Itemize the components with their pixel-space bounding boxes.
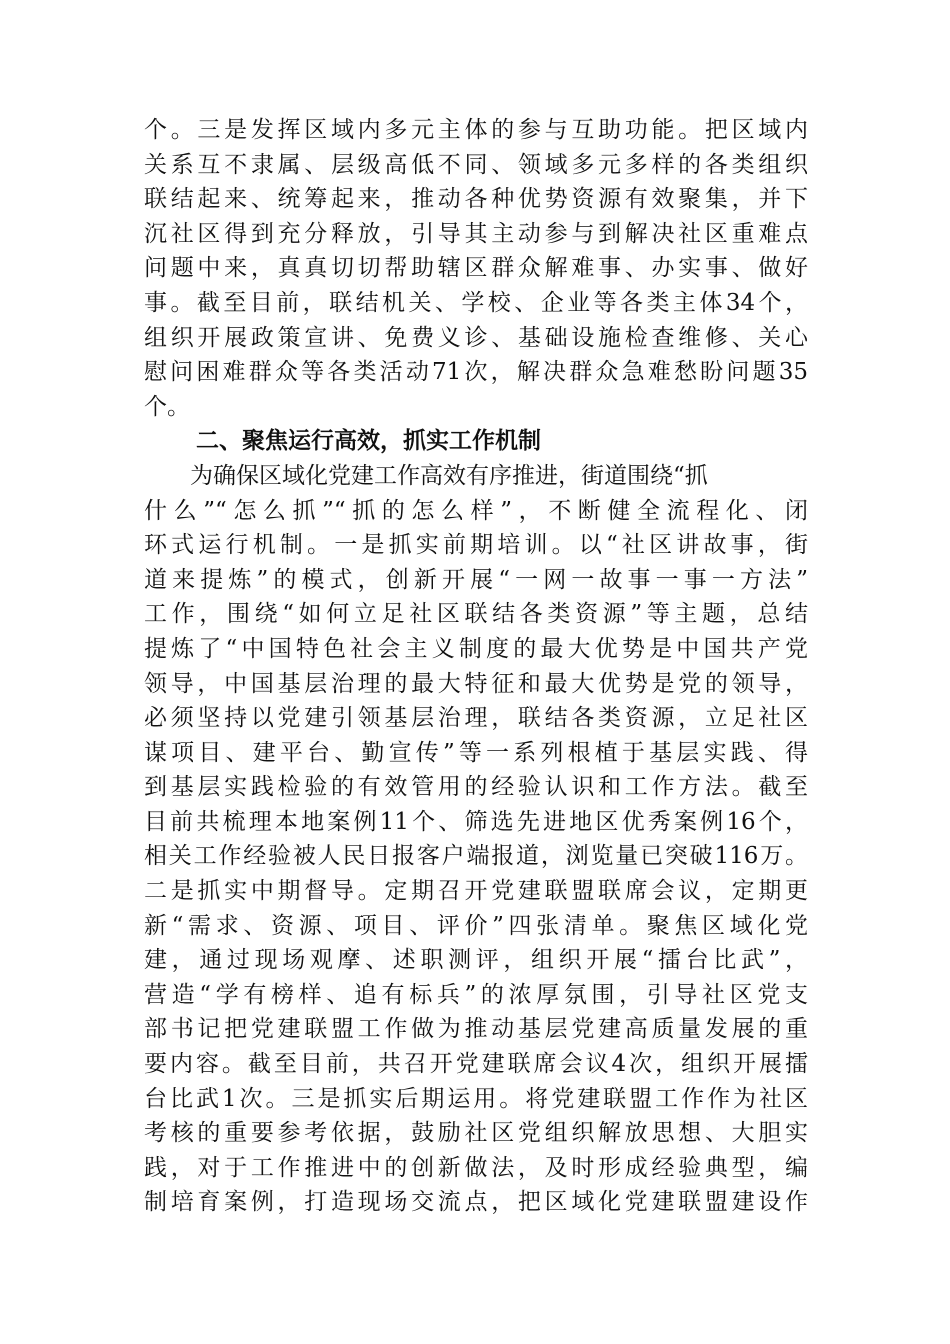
- paragraph-line: 问题中来，真真切切帮助辖区群众解难事、办实事、做好: [144, 255, 808, 282]
- paragraph-line: 沉社区得到充分释放，引导其主动参与到解决社区重难点: [144, 220, 808, 247]
- paragraph-line: 营造“学有榜样、追有标兵”的浓厚氛围，引导社区党支: [144, 981, 808, 1008]
- paragraph-line: 考核的重要参考依据，鼓励社区党组织解放思想、大胆实: [144, 1120, 808, 1147]
- paragraph-line: 组织开展政策宣讲、免费义诊、基础设施检查维修、关心: [144, 324, 808, 351]
- paragraph-line: 个。三是发挥区域内多元主体的参与互助功能。把区域内: [144, 117, 808, 143]
- paragraph-line: 制培育案例，打造现场交流点，把区域化党建联盟建设作: [144, 1189, 808, 1216]
- paragraph-line: 要内容。截至目前，共召开党建联席会议4次，组织开展擂: [144, 1051, 808, 1078]
- paragraph-line: 道来提炼”的模式，创新开展“一网一故事一事一方法”: [144, 566, 808, 593]
- paragraph-line: 相关工作经验被人民日报客户端报道，浏览量已突破116万。: [144, 843, 808, 870]
- paragraph-line: 联结起来、统筹起来，推动各种优势资源有效聚集，并下: [144, 186, 808, 213]
- body-text: [144, 113, 808, 1220]
- paragraph-line: 为确保区域化党建工作高效有序推进，街道围绕“抓: [190, 462, 708, 489]
- section-heading: 二、聚焦运行高效，抓实工作机制: [196, 428, 541, 455]
- paragraph-line: 台比武1次。三是抓实后期运用。将党建联盟工作作为社区: [144, 1085, 808, 1112]
- paragraph-line: 关系互不隶属、层级高低不同、领域多元多样的各类组织: [144, 151, 808, 178]
- paragraph-line: 提炼了“中国特色社会主义制度的最大优势是中国共产党: [144, 635, 808, 662]
- paragraph-line: 环式运行机制。一是抓实前期培训。以“社区讲故事，街: [144, 532, 808, 559]
- paragraph-line: 必须坚持以党建引领基层治理，联结各类资源，立足社区: [144, 705, 808, 732]
- paragraph-line: 建，通过现场观摩、述职测评，组织开展“擂台比武”，: [144, 947, 808, 974]
- paragraph-line: 领导，中国基层治理的最大特征和最大优势是党的领导，: [144, 670, 808, 697]
- paragraph-line: 事。截至目前，联结机关、学校、企业等各类主体34个，: [144, 289, 808, 316]
- paragraph-line: 新“需求、资源、项目、评价”四张清单。聚焦区域化党: [144, 912, 808, 939]
- paragraph-line: 二是抓实中期督导。定期召开党建联盟联席会议，定期更: [144, 878, 808, 905]
- paragraph-line: 慰问困难群众等各类活动71次，解决群众急难愁盼问题35: [144, 359, 808, 386]
- paragraph-line: 个。: [144, 393, 190, 420]
- paragraph-line: 目前共梳理本地案例11个、筛选先进地区优秀案例16个，: [144, 808, 808, 835]
- paragraph-line: 谋项目、建平台、勤宣传”等一系列根植于基层实践、得: [144, 739, 808, 766]
- paragraph-line: 践，对于工作推进中的创新做法，及时形成经验典型，编: [144, 1154, 808, 1181]
- paragraph-line: 到基层实践检验的有效管用的经验认识和工作方法。截至: [144, 774, 808, 801]
- paragraph-line: 什么”“怎么抓”“抓的怎么样”，不断健全流程化、闭: [144, 497, 808, 524]
- paragraph-line: 部书记把党建联盟工作做为推动基层党建高质量发展的重: [144, 1016, 808, 1043]
- paragraph-line: 工作，围绕“如何立足社区联结各类资源”等主题，总结: [144, 601, 808, 628]
